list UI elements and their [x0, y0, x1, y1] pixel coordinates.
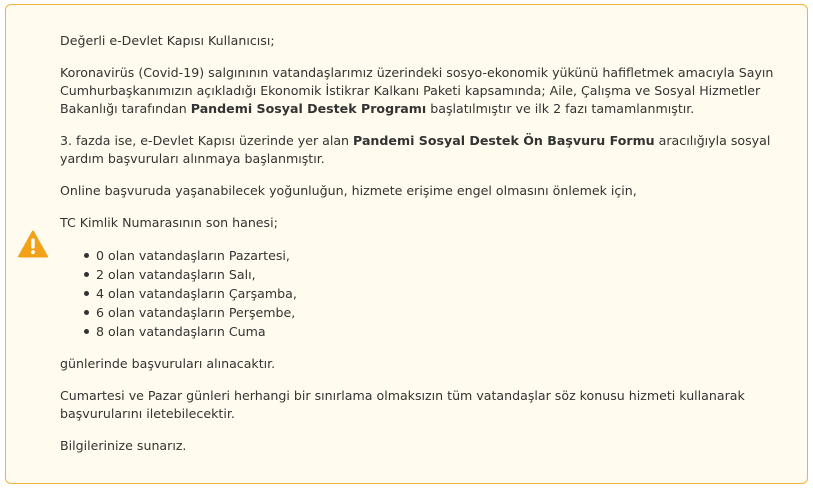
form-name: Pandemi Sosyal Destek Ön Başvuru Formu [353, 133, 655, 148]
density-paragraph: Online başvuruda yaşanabilecek yoğunluğun, hizmete erişime engel olmasını önlemek için, [60, 183, 637, 198]
list-item: 8 olan vatandaşların Cuma [84, 322, 800, 341]
phase-text-end: aracılığıyla sosyal yardım başvuruları alınmaya başlanmıştır. [60, 133, 771, 166]
warning-notice-box [5, 4, 808, 484]
id-number-paragraph: TC Kimlik Numarasının son hanesi; [60, 215, 278, 230]
notice-content [60, 32, 800, 469]
warning-triangle-icon [18, 230, 48, 258]
phase-paragraph [60, 132, 800, 168]
list-item: 2 olan vatandaşların Salı, [84, 265, 800, 284]
phase-text-start: 3. fazda ise, e-Devlet Kapısı üzerinde yer alan [60, 133, 354, 148]
list-item: 6 olan vatandaşların Perşembe, [84, 303, 800, 322]
intro-text-end: başlatılmıştır ve ilk 2 fazı tamamlanmıştır. [426, 101, 695, 116]
program-name: Pandemi Sosyal Destek Programı [190, 101, 427, 116]
weekend-paragraph: Cumartesi ve Pazar günleri herhangi bir sınırlama olmaksızın tüm vatandaşlar söz konusu hizmeti kullanarak başvurularını iletebilecektir. [60, 388, 745, 421]
intro-text-start: Koronavirüs (Covid-19) salgınının vatandaşlarımız üzerindeki sosyo-ekonomik yükünü hafifletmek amacıyla Sayın Cumhurbaşkanımızın açıkladığı Ekonomik İstikrar Kalkanı Paketi kapsamında; Aile, Çalışma ve Sosyal Hizmetler Bakanlığı tarafından [60, 65, 774, 116]
intro-paragraph [60, 64, 800, 118]
closing-text: Bilgilerinize sunarız. [60, 438, 187, 453]
days-paragraph: günlerinde başvuruları alınacaktır. [60, 356, 276, 371]
greeting-text: Değerli e-Devlet Kapısı Kullanıcısı; [60, 33, 275, 48]
list-item: 0 olan vatandaşların Pazartesi, [84, 246, 800, 265]
list-item: 4 olan vatandaşların Çarşamba, [84, 284, 800, 303]
schedule-list [60, 246, 800, 341]
